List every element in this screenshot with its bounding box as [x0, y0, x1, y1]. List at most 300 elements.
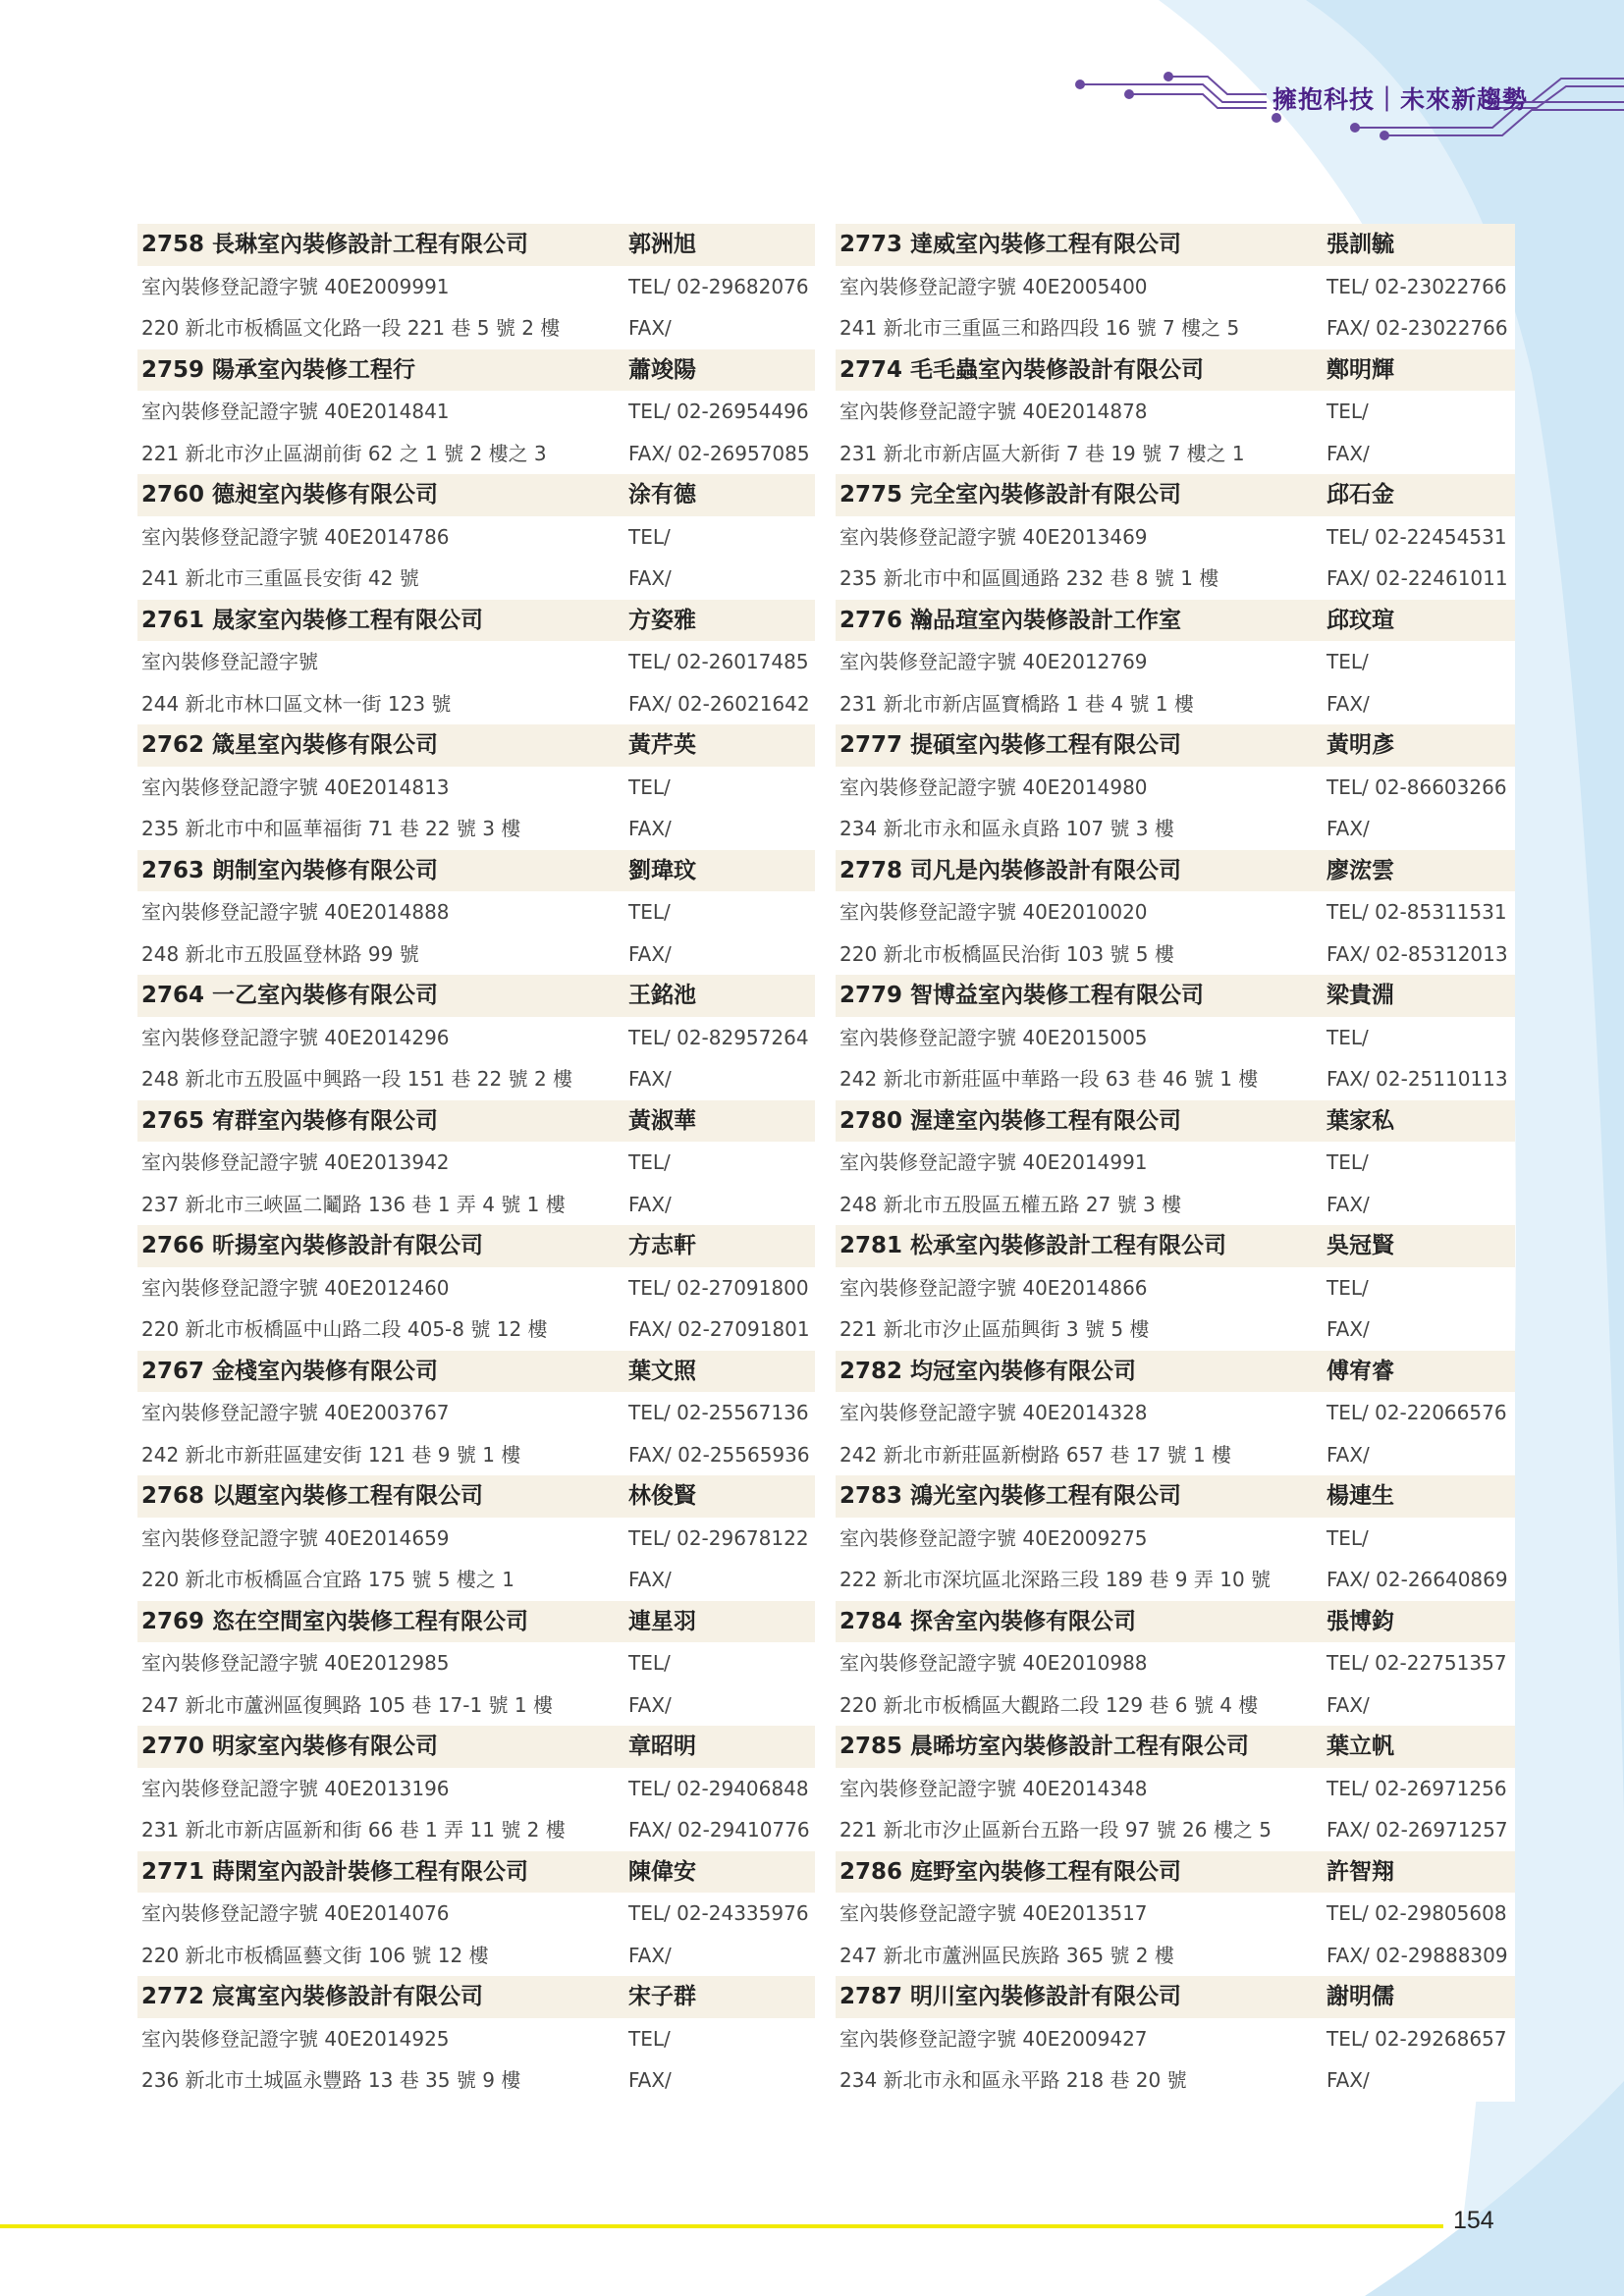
entry-addr-row: [137, 1434, 815, 1476]
company-entry: [836, 1726, 1515, 1851]
entry-addr-row: [836, 1684, 1515, 1727]
company-entry: [836, 1475, 1515, 1601]
entry-number: 2772: [141, 1984, 205, 2009]
company-name: 明家室內裝修有限公司: [212, 1734, 439, 1759]
address: 221 新北市汐止區新台五路一段 97 號 26 樓之 5: [839, 1818, 1272, 1842]
entry-reg-row: [137, 1768, 815, 1810]
entry-addr-row: [137, 1559, 815, 1601]
company-name: 明川室內裝修設計有限公司: [910, 1984, 1182, 2009]
entry-reg-row: [836, 2018, 1515, 2060]
footer-divider: [0, 2224, 1443, 2228]
company-entry: [137, 1475, 815, 1601]
company-entry: [137, 1100, 815, 1226]
entry-number: 2768: [141, 1483, 205, 1509]
entry-addr-row: [836, 433, 1515, 475]
registration-number: 室內裝修登記證字號 40E2014786: [141, 524, 450, 549]
fax: FAX/: [628, 817, 672, 840]
company-name: 德昶室內裝修有限公司: [212, 482, 439, 507]
fax: FAX/: [1326, 1692, 1370, 1717]
address: 241 新北市三重區長安街 42 號: [141, 566, 419, 590]
company-title: [839, 1976, 1181, 2018]
contact-person: 郭洲旭: [628, 232, 696, 257]
entry-number: 2781: [839, 1233, 903, 1258]
telephone: TEL/: [1326, 1025, 1369, 1049]
telephone: TEL/: [628, 1150, 671, 1174]
company-entry: [836, 975, 1515, 1100]
entry-name-row: [836, 1851, 1515, 1894]
entry-number: 2780: [839, 1107, 903, 1134]
company-name: 金棧室內裝修有限公司: [212, 1358, 439, 1384]
company-title: [839, 975, 1204, 1017]
fax: FAX/ 02-22461011: [1326, 566, 1508, 590]
entry-addr-row: [836, 808, 1515, 850]
company-name: 長琳室內裝修設計工程有限公司: [212, 232, 529, 257]
address: 236 新北市土城區永豐路 13 巷 35 號 9 樓: [141, 2068, 521, 2092]
fax: FAX/ 02-25565936: [628, 1442, 810, 1467]
telephone: TEL/: [1326, 1150, 1369, 1174]
left-column: [137, 224, 815, 2102]
entry-number: 2762: [141, 732, 205, 758]
address: 242 新北市新莊區建安街 121 巷 9 號 1 樓: [141, 1442, 521, 1467]
entry-number: 2785: [839, 1734, 903, 1759]
entry-name-row: [836, 1351, 1515, 1393]
registration-number: 室內裝修登記證字號 40E2014813: [141, 774, 450, 799]
fax: FAX/ 02-26640869: [1326, 1568, 1508, 1591]
entry-name-row: [836, 1475, 1515, 1518]
entry-name-row: [137, 1100, 815, 1143]
address: 234 新北市永和區永貞路 107 號 3 樓: [839, 817, 1174, 840]
entry-addr-row: [836, 1308, 1515, 1351]
entry-name-row: [836, 1100, 1515, 1143]
company-name: 蒔閑室內設計裝修工程有限公司: [212, 1858, 529, 1885]
header-title: 擁抱科技｜未來新趨勢: [1272, 85, 1529, 114]
company-name: 一乙室內裝修有限公司: [212, 983, 439, 1008]
entry-number: 2779: [839, 983, 903, 1008]
contact-person: 吳冠賢: [1326, 1233, 1394, 1258]
entry-reg-row: [137, 1518, 815, 1560]
fax: FAX/: [628, 316, 672, 340]
entry-reg-row: [836, 1267, 1515, 1309]
address: 220 新北市板橋區文化路一段 221 巷 5 號 2 樓: [141, 316, 561, 340]
company-entry: [836, 1100, 1515, 1226]
company-title: [141, 1100, 438, 1143]
contact-person: 章昭明: [628, 1734, 696, 1759]
contact-person: 連星羽: [628, 1608, 696, 1634]
registration-number: 室內裝修登記證字號 40E2014076: [141, 1901, 450, 1925]
entry-reg-row: [137, 391, 815, 433]
fax: FAX/: [628, 2068, 672, 2092]
fax: FAX/ 02-29410776: [628, 1818, 810, 1842]
company-name: 宥群室內裝修有限公司: [212, 1107, 439, 1134]
entry-addr-row: [836, 1559, 1515, 1601]
entry-name-row: [137, 1851, 815, 1894]
entry-reg-row: [137, 1017, 815, 1059]
entry-addr-row: [137, 1184, 815, 1226]
entry-name-row: [836, 1225, 1515, 1267]
entry-addr-row: [137, 1684, 815, 1727]
address: 235 新北市中和區華福街 71 巷 22 號 3 樓: [141, 817, 521, 840]
entry-name-row: [836, 1726, 1515, 1768]
contact-person: 鄭明輝: [1326, 356, 1394, 383]
entry-addr-row: [836, 1434, 1515, 1476]
company-entry: [836, 1351, 1515, 1476]
company-name: 達威室內裝修工程有限公司: [910, 232, 1182, 257]
address: 221 新北市汐止區湖前街 62 之 1 號 2 樓之 3: [141, 441, 547, 465]
contact-person: 葉文照: [628, 1358, 696, 1384]
contact-person: 廖浤雲: [1326, 857, 1394, 883]
entry-reg-row: [836, 891, 1515, 934]
entry-number: 2786: [839, 1858, 903, 1885]
company-entry: [836, 724, 1515, 850]
registration-number: 室內裝修登記證字號: [141, 650, 318, 673]
entry-name-row: [137, 1351, 815, 1393]
entry-reg-row: [836, 1642, 1515, 1684]
entry-addr-row: [137, 808, 815, 850]
company-title: [141, 724, 438, 767]
entry-number: 2759: [141, 356, 205, 383]
telephone: TEL/: [628, 774, 671, 799]
fax: FAX/: [628, 1568, 672, 1591]
company-entry: [137, 349, 815, 475]
company-entry: [137, 850, 815, 976]
fax: FAX/ 02-25110113: [1326, 1067, 1508, 1091]
fax: FAX/ 02-27091801: [628, 1317, 810, 1341]
registration-number: 室內裝修登記證字號 40E2009991: [141, 274, 450, 298]
company-title: [839, 224, 1181, 266]
entry-number: 2784: [839, 1608, 903, 1634]
entry-number: 2766: [141, 1233, 205, 1258]
telephone: TEL/: [1326, 1275, 1369, 1300]
company-name: 晟家室內裝修工程有限公司: [212, 607, 484, 633]
telephone: TEL/: [628, 524, 671, 549]
registration-number: 室內裝修登記證字號 40E2010020: [839, 900, 1148, 924]
entry-number: 2782: [839, 1358, 903, 1384]
entry-number: 2769: [141, 1608, 205, 1634]
telephone: TEL/ 02-24335976: [628, 1901, 809, 1925]
company-title: [141, 1851, 528, 1894]
entry-reg-row: [137, 266, 815, 308]
company-entry: [137, 1851, 815, 1977]
telephone: TEL/ 02-82957264: [628, 1025, 809, 1049]
telephone: TEL/ 02-27091800: [628, 1275, 809, 1300]
telephone: TEL/: [1326, 1525, 1369, 1550]
address: 231 新北市新店區大新街 7 巷 19 號 7 樓之 1: [839, 441, 1245, 465]
company-name: 探舍室內裝修有限公司: [910, 1608, 1137, 1634]
address: 244 新北市林口區文林一街 123 號: [141, 691, 452, 716]
company-entry: [836, 349, 1515, 475]
fax: FAX/: [1326, 1317, 1370, 1341]
address: 220 新北市板橋區合宜路 175 號 5 樓之 1: [141, 1568, 514, 1591]
company-name: 箴星室內裝修有限公司: [212, 732, 439, 758]
company-name: 瀚品瑄室內裝修設計工作室: [910, 607, 1182, 633]
entry-reg-row: [836, 516, 1515, 559]
address: 248 新北市五股區五權五路 27 號 3 樓: [839, 1192, 1182, 1216]
entry-reg-row: [836, 641, 1515, 683]
entry-name-row: [137, 724, 815, 767]
registration-number: 室內裝修登記證字號 40E2013196: [141, 1776, 450, 1800]
registration-number: 室內裝修登記證字號 40E2014878: [839, 400, 1148, 423]
company-title: [839, 1601, 1136, 1643]
company-name: 昕揚室內裝修設計有限公司: [212, 1233, 484, 1258]
right-column: [836, 224, 1515, 2102]
entry-reg-row: [137, 2018, 815, 2060]
company-name: 以題室內裝修工程有限公司: [212, 1483, 484, 1509]
telephone: TEL/ 02-22066576: [1326, 1401, 1507, 1424]
address: 248 新北市五股區中興路一段 151 巷 22 號 2 樓: [141, 1067, 573, 1091]
company-title: [141, 474, 438, 516]
telephone: TEL/ 02-29805608: [1326, 1901, 1507, 1925]
contact-person: 林俊賢: [628, 1483, 696, 1509]
company-title: [839, 1225, 1226, 1267]
page-number: 154: [1453, 2207, 1494, 2234]
company-title: [141, 1225, 483, 1267]
company-title: [839, 600, 1181, 642]
telephone: TEL/ 02-26954496: [628, 400, 809, 423]
entry-reg-row: [137, 1267, 815, 1309]
contact-person: 張訓毓: [1326, 232, 1394, 257]
entry-addr-row: [836, 1184, 1515, 1226]
address: 247 新北市蘆洲區民族路 365 號 2 樓: [839, 1943, 1174, 1967]
registration-number: 室內裝修登記證字號 40E2014866: [839, 1275, 1148, 1300]
entry-name-row: [137, 975, 815, 1017]
company-title: [141, 1976, 483, 2018]
company-name: 庭野室內裝修工程有限公司: [910, 1858, 1182, 1885]
company-title: [839, 474, 1181, 516]
fax: FAX/: [628, 1692, 672, 1717]
entry-name-row: [836, 850, 1515, 892]
fax: FAX/: [1326, 1192, 1370, 1216]
address: 220 新北市板橋區藝文街 106 號 12 樓: [141, 1943, 489, 1967]
telephone: TEL/ 02-22454531: [1326, 524, 1507, 549]
entry-reg-row: [836, 1142, 1515, 1184]
entry-name-row: [137, 1726, 815, 1768]
fax: FAX/: [1326, 441, 1370, 465]
registration-number: 室內裝修登記證字號 40E2014328: [839, 1401, 1148, 1424]
registration-number: 室內裝修登記證字號 40E2012460: [141, 1275, 450, 1300]
telephone: TEL/ 02-85311531: [1326, 900, 1507, 924]
entry-number: 2787: [839, 1984, 903, 2009]
company-name: 宸寓室內裝修設計有限公司: [212, 1984, 484, 2009]
entry-addr-row: [836, 1809, 1515, 1851]
registration-number: 室內裝修登記證字號 40E2014841: [141, 400, 450, 423]
company-entry: [836, 474, 1515, 600]
entry-number: 2761: [141, 607, 205, 633]
address: 221 新北市汐止區茄興街 3 號 5 樓: [839, 1317, 1150, 1341]
address: 237 新北市三峽區二鬮路 136 巷 1 弄 4 號 1 樓: [141, 1192, 566, 1216]
registration-number: 室內裝修登記證字號 40E2013942: [141, 1150, 450, 1174]
entry-name-row: [137, 1601, 815, 1643]
entry-addr-row: [836, 307, 1515, 349]
fax: FAX/ 02-26971257: [1326, 1818, 1508, 1842]
company-entry: [137, 474, 815, 600]
entry-addr-row: [137, 683, 815, 725]
company-title: [839, 349, 1204, 392]
company-entry: [137, 975, 815, 1100]
registration-number: 室內裝修登記證字號 40E2014659: [141, 1525, 450, 1550]
company-title: [141, 224, 528, 266]
contact-person: 黃淑華: [628, 1107, 696, 1134]
company-entry: [137, 1976, 815, 2102]
telephone: TEL/ 02-29682076: [628, 274, 809, 298]
entry-name-row: [137, 1475, 815, 1518]
entry-number: 2775: [839, 482, 903, 507]
registration-number: 室內裝修登記證字號 40E2014888: [141, 900, 450, 924]
entry-reg-row: [836, 391, 1515, 433]
fax: FAX/: [628, 941, 672, 966]
entry-reg-row: [836, 1392, 1515, 1434]
contact-person: 方志軒: [628, 1233, 696, 1258]
entry-name-row: [137, 600, 815, 642]
company-title: [141, 850, 438, 892]
contact-person: 許智翔: [1326, 1858, 1394, 1885]
company-title: [839, 1475, 1181, 1518]
company-entry: [137, 1601, 815, 1727]
company-entry: [137, 1351, 815, 1476]
entry-addr-row: [137, 1308, 815, 1351]
address: 222 新北市深坑區北深路三段 189 巷 9 弄 10 號: [839, 1568, 1272, 1591]
entry-reg-row: [836, 1768, 1515, 1810]
entry-addr-row: [137, 1809, 815, 1851]
entry-number: 2771: [141, 1858, 205, 1885]
telephone: TEL/: [628, 900, 671, 924]
company-name: 晨晞坊室內裝修設計工程有限公司: [910, 1734, 1250, 1759]
entry-name-row: [836, 975, 1515, 1017]
company-entry: [836, 224, 1515, 349]
entry-addr-row: [137, 1058, 815, 1100]
entry-number: 2776: [839, 607, 903, 633]
entry-reg-row: [836, 1518, 1515, 1560]
entry-reg-row: [137, 641, 815, 683]
address: 242 新北市新莊區新樹路 657 巷 17 號 1 樓: [839, 1442, 1232, 1467]
company-name: 均冠室內裝修有限公司: [910, 1358, 1137, 1384]
entry-addr-row: [137, 2059, 815, 2102]
company-name: 陽承室內裝修工程行: [212, 356, 416, 383]
entry-addr-row: [836, 558, 1515, 600]
entry-reg-row: [836, 1017, 1515, 1059]
entry-number: 2763: [141, 857, 205, 883]
contact-person: 蕭竣陽: [628, 356, 696, 383]
contact-person: 楊連生: [1326, 1483, 1394, 1509]
address: 220 新北市板橋區大觀路二段 129 巷 6 號 4 樓: [839, 1692, 1259, 1717]
company-title: [141, 1726, 438, 1768]
contact-person: 葉立帆: [1326, 1734, 1394, 1759]
entry-name-row: [836, 1976, 1515, 2018]
registration-number: 室內裝修登記證字號 40E2012985: [141, 1651, 450, 1675]
entry-name-row: [137, 1976, 815, 2018]
entry-addr-row: [137, 934, 815, 976]
company-name: 毛毛蟲室內裝修設計有限公司: [910, 356, 1205, 383]
entry-name-row: [836, 724, 1515, 767]
company-name: 司凡是內裝修設計有限公司: [910, 857, 1182, 883]
entry-number: 2774: [839, 356, 903, 383]
company-entry: [137, 1726, 815, 1851]
contact-person: 葉家私: [1326, 1107, 1394, 1134]
fax: FAX/ 02-26957085: [628, 441, 810, 465]
registration-number: 室內裝修登記證字號 40E2014348: [839, 1776, 1148, 1800]
contact-person: 陳偉安: [628, 1858, 696, 1885]
contact-person: 王銘池: [628, 983, 696, 1008]
company-name: 智博益室內裝修工程有限公司: [910, 983, 1205, 1008]
entry-number: 2764: [141, 983, 205, 1008]
address: 247 新北市蘆洲區復興路 105 巷 17-1 號 1 樓: [141, 1692, 553, 1717]
address: 231 新北市新店區新和街 66 巷 1 弄 11 號 2 樓: [141, 1818, 566, 1842]
registration-number: 室內裝修登記證字號 40E2009427: [839, 2026, 1148, 2051]
entry-reg-row: [137, 516, 815, 559]
entry-addr-row: [137, 558, 815, 600]
company-name: 渥達室內裝修工程有限公司: [910, 1107, 1182, 1134]
telephone: TEL/: [1326, 400, 1369, 423]
registration-number: 室內裝修登記證字號 40E2013517: [839, 1901, 1148, 1925]
contact-person: 黃明彥: [1326, 732, 1394, 758]
entry-reg-row: [836, 266, 1515, 308]
entry-number: 2758: [141, 232, 205, 257]
entry-name-row: [137, 349, 815, 392]
telephone: TEL/ 02-25567136: [628, 1401, 809, 1424]
company-title: [141, 600, 483, 642]
registration-number: 室內裝修登記證字號 40E2014925: [141, 2026, 450, 2051]
fax: FAX/ 02-85312013: [1326, 941, 1508, 966]
contact-person: 邱玟瑄: [1326, 607, 1394, 633]
company-entry: [836, 1851, 1515, 1977]
fax: FAX/: [628, 1192, 672, 1216]
fax: FAX/: [1326, 1442, 1370, 1467]
contact-person: 涂有德: [628, 482, 696, 507]
address: 231 新北市新店區寶橋路 1 巷 4 號 1 樓: [839, 691, 1194, 716]
entry-number: 2760: [141, 482, 205, 507]
entry-addr-row: [137, 307, 815, 349]
entry-name-row: [836, 600, 1515, 642]
entry-number: 2767: [141, 1358, 205, 1384]
entry-name-row: [836, 349, 1515, 392]
company-entry: [836, 1976, 1515, 2102]
registration-number: 室內裝修登記證字號 40E2014991: [839, 1150, 1148, 1174]
entry-number: 2783: [839, 1483, 903, 1509]
entry-reg-row: [137, 767, 815, 809]
entry-reg-row: [137, 1392, 815, 1434]
entry-name-row: [137, 224, 815, 266]
entry-number: 2770: [141, 1734, 205, 1759]
registration-number: 室內裝修登記證字號 40E2013469: [839, 524, 1148, 549]
company-name: 朗制室內裝修有限公司: [212, 857, 439, 883]
entry-number: 2773: [839, 232, 903, 257]
registration-number: 室內裝修登記證字號 40E2003767: [141, 1401, 450, 1424]
contact-person: 張博鈞: [1326, 1608, 1394, 1634]
entry-number: 2777: [839, 732, 903, 758]
company-title: [839, 850, 1181, 892]
company-entry: [836, 600, 1515, 725]
entry-name-row: [137, 474, 815, 516]
registration-number: 室內裝修登記證字號 40E2014296: [141, 1025, 450, 1049]
contact-person: 謝明儒: [1326, 1984, 1394, 2009]
telephone: TEL/ 02-29678122: [628, 1525, 809, 1550]
telephone: TEL/ 02-26017485: [628, 650, 809, 673]
fax: FAX/ 02-29888309: [1326, 1943, 1508, 1967]
company-entry: [137, 724, 815, 850]
company-name: 鴻光室內裝修工程有限公司: [910, 1483, 1182, 1509]
address: 248 新北市五股區登林路 99 號: [141, 941, 419, 966]
telephone: TEL/: [1326, 650, 1369, 673]
fax: FAX/: [1326, 2068, 1370, 2092]
fax: FAX/: [628, 1067, 672, 1091]
contact-person: 傅宥睿: [1326, 1358, 1394, 1384]
company-entry: [836, 850, 1515, 976]
contact-person: 劉瑋玟: [628, 857, 696, 883]
entry-addr-row: [137, 1935, 815, 1977]
company-title: [839, 1351, 1136, 1393]
telephone: TEL/ 02-22751357: [1326, 1651, 1507, 1675]
fax: FAX/: [1326, 691, 1370, 716]
company-title: [141, 975, 438, 1017]
